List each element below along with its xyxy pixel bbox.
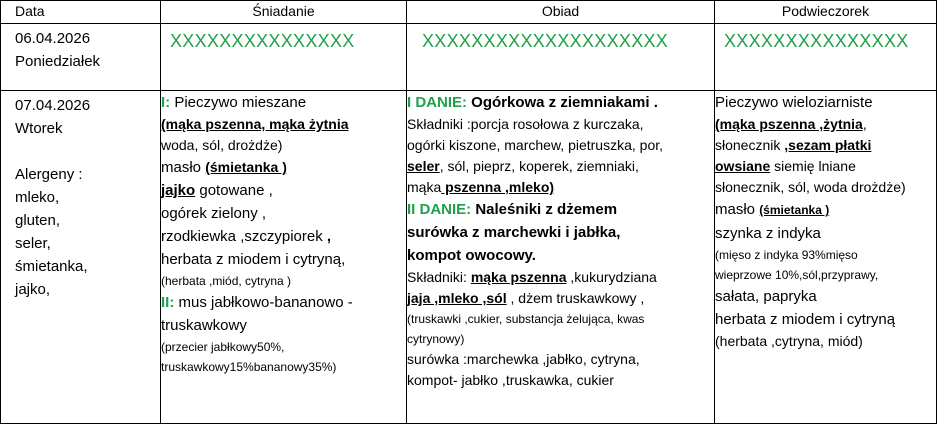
snack-line: szynka z indyka: [715, 225, 821, 242]
lunch-line: Składniki: mąka pszenna ,kukurydziana: [407, 269, 657, 285]
allergen-item: mleko,: [15, 189, 60, 206]
snack-line: herbata z miodem i cytryną: [715, 311, 896, 328]
header-row: [1, 1, 937, 24]
breakfast-line: (herbata ,miód, cytryna ): [161, 274, 292, 288]
date-2: 07.04.2026: [15, 97, 91, 114]
snack-line: (mięso z indyka 93%mięso: [715, 248, 858, 262]
breakfast-cell-2: [161, 91, 407, 424]
lunch-cell-2: [407, 91, 715, 424]
allergen-item: śmietanka,: [15, 258, 88, 275]
breakfast-line: rzodkiewka ,szczypiorek ,: [161, 228, 332, 245]
breakfast-line: truskawkowy15%bananowy35%): [161, 360, 337, 374]
breakfast-placeholder-1: XXXXXXXXXXXXXXX: [170, 31, 355, 51]
snack-line: owsiane siemię lniane: [715, 158, 856, 174]
header-data: Data: [1, 1, 161, 24]
lunch-line: surówka :marchewka ,jabłko, cytryna,: [407, 351, 640, 367]
date-cell-2: [1, 91, 161, 424]
snack-line: wieprzowe 10%,sól,przyprawy,: [715, 268, 879, 282]
allergen-item: seler,: [15, 235, 51, 252]
breakfast-line: II: mus jabłkowo-bananowo -: [161, 294, 353, 311]
snack-cell-1: [715, 24, 937, 91]
snack-line: (herbata ,cytryna, miód): [715, 333, 863, 349]
lunch-cell-1: [407, 24, 715, 91]
header-obiad: Obiad: [407, 1, 715, 24]
breakfast-line: woda, sól, drożdże): [161, 137, 283, 153]
weekday-2: Wtorek: [15, 120, 63, 137]
header-podwieczorek: Podwieczorek: [715, 1, 937, 24]
date-cell-1: [1, 24, 161, 91]
snack-line: masło (śmietanka ): [715, 201, 830, 218]
day-row-1: [1, 24, 937, 91]
lunch-line: cytrynowy): [407, 332, 465, 346]
breakfast-line: herbata z miodem i cytryną,: [161, 251, 346, 268]
lunch-line: seler, sól, pieprz, koperek, ziemniaki,: [407, 158, 639, 174]
snack-line: słonecznik ,sezam płatki: [715, 137, 872, 153]
lunch-line: II DANIE: Naleśniki z dżemem: [407, 201, 618, 218]
snack-cell-2: [715, 91, 937, 424]
breakfast-line: truskawkowy: [161, 317, 247, 334]
lunch-placeholder-1: XXXXXXXXXXXXXXXXXXXX: [422, 31, 669, 51]
lunch-line: Składniki :porcja rosołowa z kurczaka,: [407, 116, 644, 132]
lunch-line: kompot- jabłko ,truskawka, cukier: [407, 372, 614, 388]
breakfast-line: ogórek zielony ,: [161, 205, 267, 222]
weekday-1: Poniedziałek: [15, 53, 101, 70]
breakfast-line: jajko gotowane ,: [161, 182, 273, 199]
date-1: 06.04.2026: [15, 30, 91, 47]
lunch-line: mąka pszenna ,mleko): [407, 179, 555, 195]
lunch-line: jaja ,mleko ,sól , dżem truskawkowy ,: [407, 290, 645, 306]
allergen-item: jajko,: [15, 281, 51, 298]
breakfast-line: (mąka pszenna, mąka żytnia: [161, 116, 349, 132]
lunch-line: (truskawki ,cukier, substancja żelująca, kwas: [407, 312, 645, 326]
allergen-item: gluten,: [15, 212, 61, 229]
lunch-line: ogórki kiszone, marchew, pietruszka, por,: [407, 137, 664, 153]
snack-line: (mąka pszenna ,żytnia,: [715, 116, 867, 132]
header-sniadanie: Śniadanie: [161, 1, 407, 24]
breakfast-line: masło (śmietanka ): [161, 159, 287, 176]
snack-line: słonecznik, sól, woda drożdże): [715, 179, 906, 195]
snack-placeholder-1: XXXXXXXXXXXXXXX: [724, 31, 909, 51]
breakfast-line: (przecier jabłkowy50%,: [161, 340, 285, 354]
snack-line: Pieczywo wieloziarniste: [715, 94, 873, 111]
lunch-line: kompot owocowy.: [407, 247, 536, 264]
lunch-line: I DANIE: Ogórkowa z ziemniakami .: [407, 94, 658, 111]
day-row-2: [1, 91, 937, 424]
breakfast-line: I: Pieczywo mieszane: [161, 94, 307, 111]
snack-line: sałata, papryka: [715, 288, 817, 305]
breakfast-cell-1: [161, 24, 407, 91]
allergens-title: Alergeny :: [15, 166, 83, 183]
lunch-line: surówka z marchewki i jabłka,: [407, 224, 621, 241]
